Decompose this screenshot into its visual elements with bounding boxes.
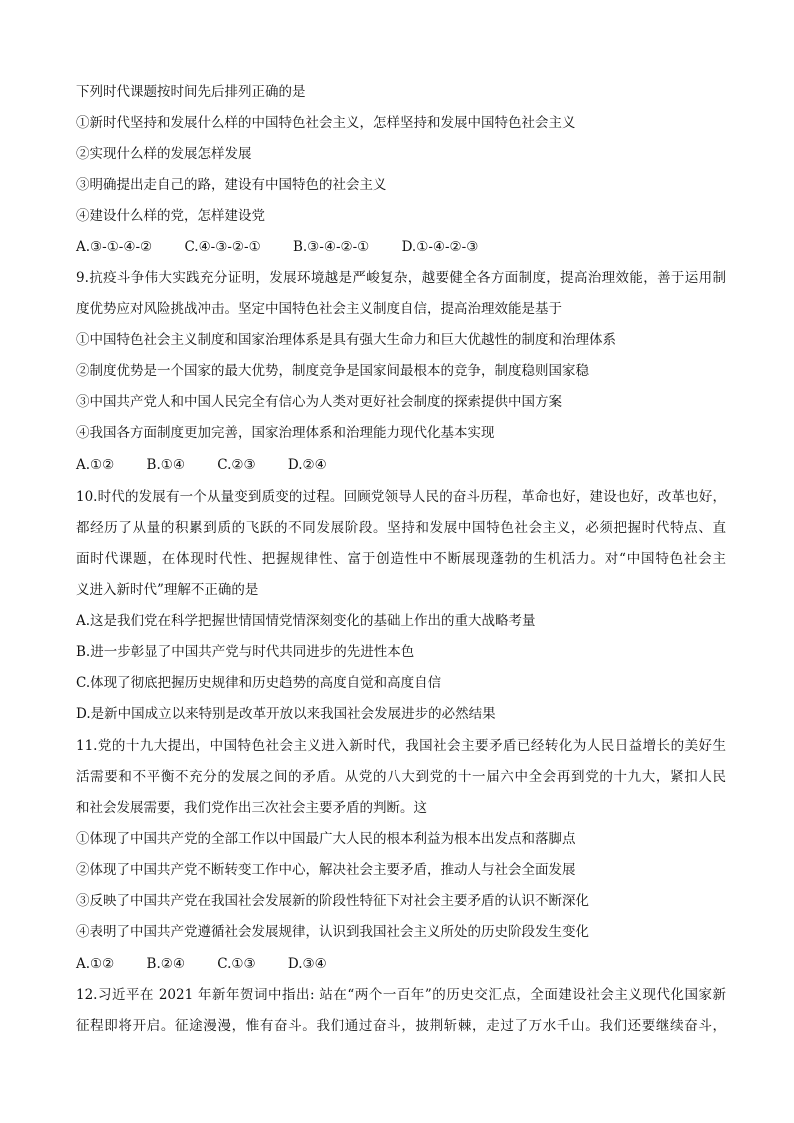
q11-stem-line-1: 11.党的十九大提出，中国特色社会主义进入新时代，我国社会主要矛盾已经转化为人民日益增长的美好生 [76,738,726,754]
q9-option-d: D.②④ [287,457,327,473]
q11-option-d: D.③④ [287,956,327,972]
q10-stem-line-4: 义进入新时代”理解不正确的是 [76,582,259,598]
q9-option-a: A.①② [76,457,115,473]
q8-option-a: A.③-①-④-② [76,239,153,255]
q8-option-d: D.①-④-②-③ [401,239,479,255]
q10-stem-line-3: 面时代课题，在体现时代性、把握规律性、富于创造性中不断展现蓬勃的生机活力。对“中国特色社会主 [76,551,726,567]
q11-option-a: A.①② [76,956,115,972]
q9-item-2: ②制度优势是一个国家的最大优势，制度竞争是国家间最根本的竞争，制度稳则国家稳 [76,363,589,379]
q9-item-4: ④我国各方面制度更加完善，国家治理体系和治理能力现代化基本实现 [76,425,495,441]
q8-item-4: ④建设什么样的党，怎样建设党 [76,208,265,224]
q11-option-c: C.①③ [217,956,256,972]
q8-option-c: C.④-③-②-① [184,239,261,255]
q9-option-b: B.①④ [146,457,185,473]
q10-stem-line-1: 10.时代的发展有一个从量变到质变的过程。回顾党领导人民的奋斗历程，革命也好，建设也好，改革也好， [76,489,726,505]
q12-stem-line-1: 12.习近平在 2021 年新年贺词中指出: 站在“两个一百年”的历史交汇点，全面建设社会主义现代化国家新 [76,987,726,1003]
q8-item-1: ①新时代坚持和发展什么样的中国特色社会主义，怎样坚持和发展中国特色社会主义 [76,115,576,131]
q8-options [76,237,726,257]
q11-item-4: ④表明了中国共产党遵循社会发展规律，认识到我国社会主义所处的历史阶段发生变化 [76,924,589,940]
q10-option-c: C.体现了彻底把握历史规律和历史趋势的高度自觉和高度自信 [76,675,442,691]
q8-option-b: B.③-④-②-① [292,239,370,255]
q11-item-1: ①体现了中国共产党的全部工作以中国最广大人民的根本利益为根本出发点和落脚点 [76,831,576,847]
q11-options [76,954,726,974]
q8-item-2: ②实现什么样的发展怎样发展 [76,146,252,162]
q11-stem-line-3: 和社会发展需要，我们党作出三次社会主要矛盾的判断。这 [76,800,427,816]
q9-stem-line-1: 9.抗疫斗争伟大实践充分证明，发展环境越是严峻复杂，越要健全各方面制度，提高治理效能，善于运用制 [76,270,726,286]
q10-option-a: A.这是我们党在科学把握世情国情党情深刻变化的基础上作出的重大战略考量 [76,613,536,629]
q9-item-3: ③中国共产党人和中国人民完全有信心为人类对更好社会制度的探索提供中国方案 [76,394,562,410]
q8-item-3: ③明确提出走自己的路，建设有中国特色的社会主义 [76,177,387,193]
q9-item-1: ①中国特色社会主义制度和国家治理体系是具有强大生命力和巨大优越性的制度和治理体系 [76,332,616,348]
q10-option-d: D.是新中国成立以来特别是改革开放以来我国社会发展进步的必然结果 [76,706,496,722]
q11-item-2: ②体现了中国共产党不断转变工作中心，解决社会主要矛盾，推动人与社会全面发展 [76,862,576,878]
q9-option-c: C.②③ [217,457,256,473]
q11-item-3: ③反映了中国共产党在我国社会发展新的阶段性特征下对社会主要矛盾的认识不断深化 [76,893,589,909]
q9-stem-line-2: 度优势应对风险挑战冲击。坚定中国特色社会主义制度自信，提高治理效能是基于 [76,301,562,317]
q9-options [76,455,726,475]
q10-stem-line-2: 都经历了从量的积累到质的飞跃的不同发展阶段。坚持和发展中国特色社会主义，必须把握时代特点、直 [76,520,726,536]
q11-stem-line-2: 活需要和不平衡不充分的发展之间的矛盾。从党的八大到党的十一届六中全会再到党的十九大，紧扣人民 [76,769,726,785]
q8-stem: 下列时代课题按时间先后排列正确的是 [76,84,306,100]
q11-option-b: B.②④ [146,956,185,972]
q12-stem-line-2: 征程即将开启。征途漫漫，惟有奋斗。我们通过奋斗，披荆斩棘，走过了万水千山。我们还要继续奋斗， [76,1018,726,1034]
q10-option-b: B.进一步彰显了中国共产党与时代共同进步的先进性本色 [76,644,415,660]
